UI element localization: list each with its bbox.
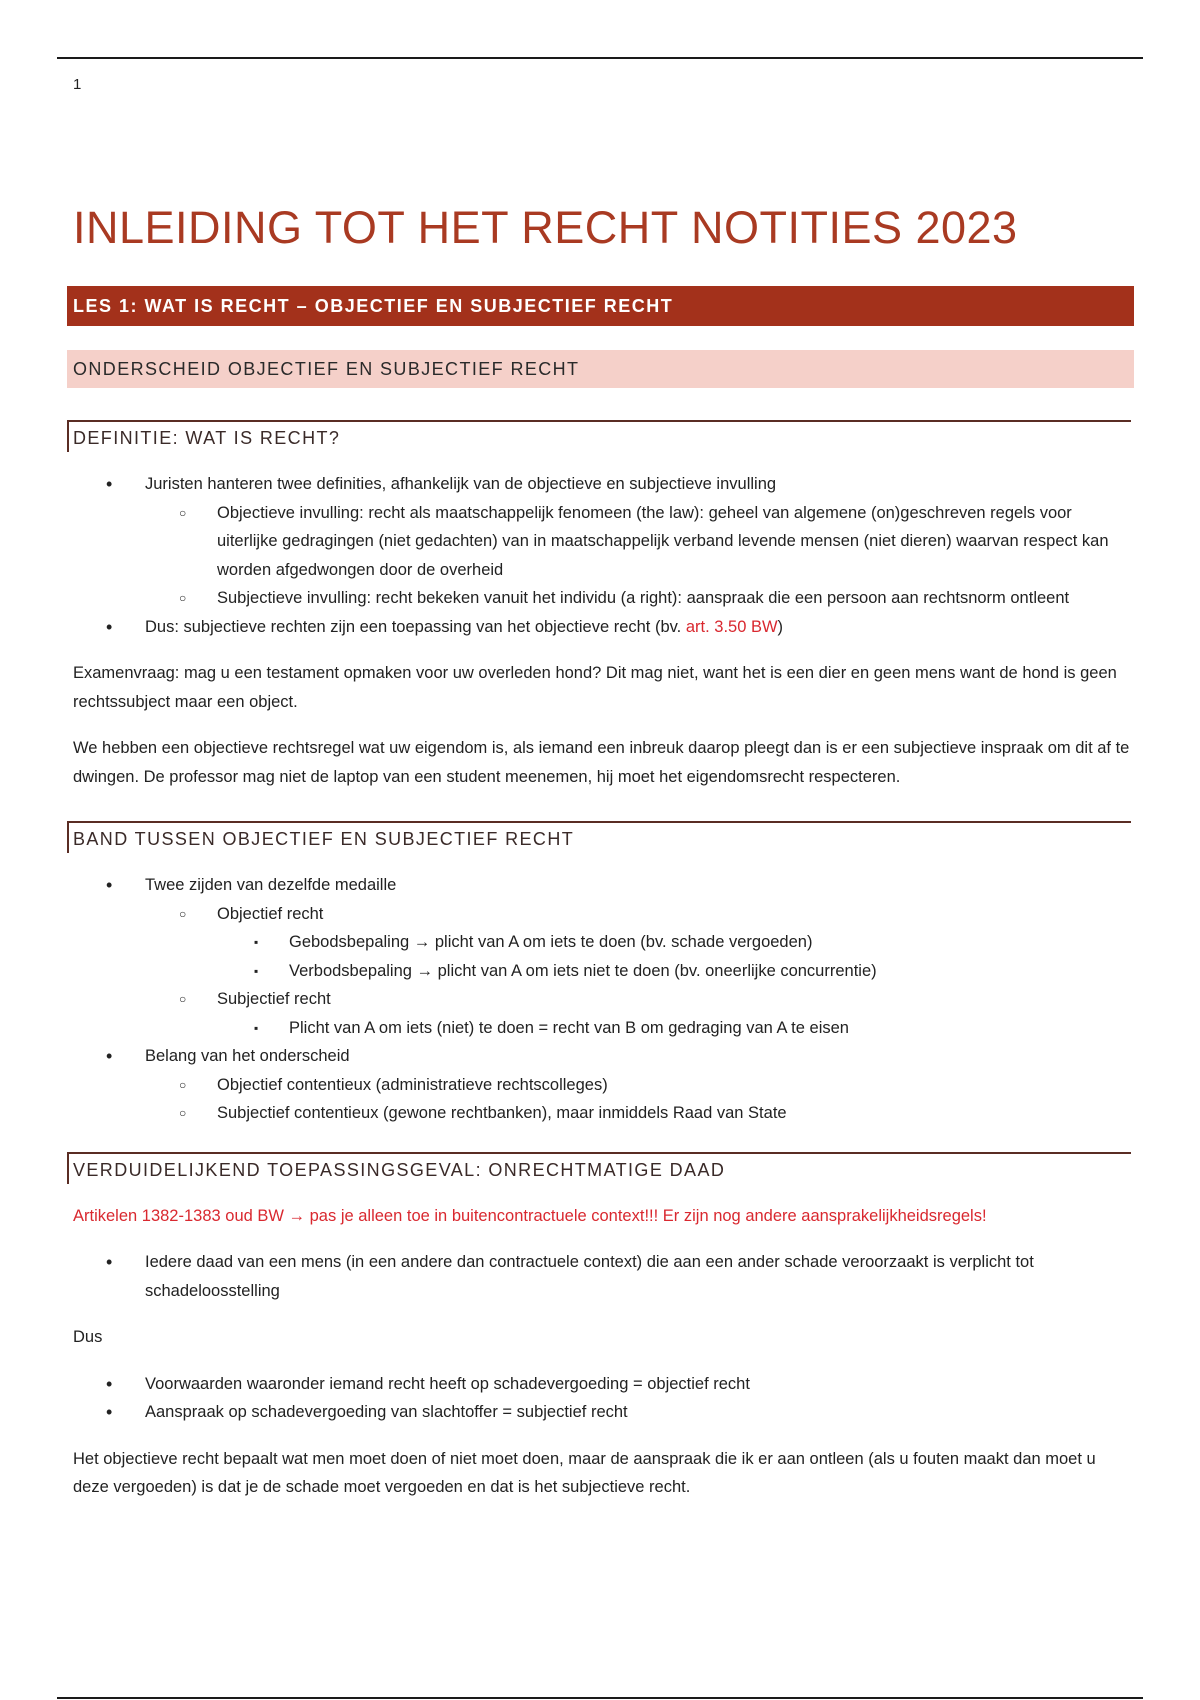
heading-les-1: LES 1: WAT IS RECHT – OBJECTIEF EN SUBJECTIEF RECHT [67,286,1134,326]
header-rule [57,57,1143,59]
list-item-text: ) [777,617,784,636]
list-item: • Aanspraak op schadevergoeding van slachtoffer = subjectief recht [67,1398,1134,1427]
list-item-text: Dus: subjectieve rechten zijn een toepassing van het objectieve recht (bv. [145,617,686,636]
heading-onderscheid: ONDERSCHEID OBJECTIEF EN SUBJECTIEF RECHT [67,350,1134,388]
definitie-list [67,470,1134,641]
list-item: ▪ Gebodsbepaling → plicht van A om iets te doen (bv. schade vergoeden) [67,928,1134,957]
heading-definitie: DEFINITIE: WAT IS RECHT? [67,420,1131,452]
paragraph-examenvraag: Examenvraag: mag u een testament opmaken voor uw overleden hond? Dit mag niet, want het is een dier en geen mens want de hond is geen rechtssubject maar een object. [73,664,1117,711]
list-item: • Belang van het onderscheid [67,1042,1134,1071]
footer-rule [57,1697,1143,1699]
list-item: • Iedere daad van een mens (in een andere dan contractuele context) die aan een ander schade veroorzaakt is verplicht tot schadeloosstelling [67,1248,1134,1305]
list-item: • Juristen hanteren twee definities, afhankelijk van de objectieve en subjectieve invulling [67,470,1134,499]
heading-verduidelijkend: VERDUIDELIJKEND TOEPASSINGSGEVAL: ONRECHTMATIGE DAAD [67,1152,1131,1184]
list-item: ○ Objectief contentieux (administratieve rechtscolleges) [67,1071,1134,1100]
list-item: ○ Objectief recht [67,900,1134,929]
list-item: ○ Subjectief recht [67,985,1134,1014]
document-title: INLEIDING TOT HET RECHT NOTITIES 2023 [73,202,1018,253]
list-item: • Twee zijden van dezelfde medaille [67,871,1134,900]
heading-band: BAND TUSSEN OBJECTIEF EN SUBJECTIEF RECHT [67,821,1131,853]
list-item [67,613,1134,642]
warning-note: Artikelen 1382-1383 oud BW → pas je alleen toe in buitencontractuele context!!! Er zijn nog andere aansprakelijkheidsregels! [73,1206,987,1225]
article-reference-link[interactable]: art. 3.50 BW [685,617,778,636]
list-item: • Voorwaarden waaronder iemand recht heeft op schadevergoeding = objectief recht [67,1370,1134,1399]
list-item: ○ Subjectief contentieux (gewone rechtbanken), maar inmiddels Raad van State [67,1099,1134,1128]
band-list [67,871,1134,1128]
list-item: ○ Objectieve invulling: recht als maatschappelijk fenomeen (the law): geheel van algemene (on)geschreven regels voor uiterlijke gedragingen (niet gedachten) van in maatschappelijk verband levende mensen (niet dieren) waarvan respect kan worden afgedwongen door de overheid [67,499,1134,585]
paragraph-dus: Dus [73,1328,103,1346]
paragraph-conclusie: Het objectieve recht bepaalt wat men moet doen of niet moet doen, maar de aanspraak die ik er aan ontleen (als u fouten maakt dan moet u deze vergoeden) is dat je de schade moet vergoeden en dat is het subjectieve recht. [73,1449,1096,1496]
dus-list [67,1370,1134,1427]
verduidelijkend-list [67,1248,1134,1305]
list-item: ○ Subjectieve invulling: recht bekeken vanuit het individu (a right): aanspraak die een persoon aan rechtsnorm ontleent [67,584,1134,613]
page-number: 1 [73,76,82,93]
document-body [67,198,1134,1502]
list-item: ▪ Plicht van A om iets (niet) te doen = recht van B om gedraging van A te eisen [67,1014,1134,1043]
paragraph-eigendom: We hebben een objectieve rechtsregel wat uw eigendom is, als iemand een inbreuk daarop pleegt dan is er een subjectieve inspraak om dit af te dwingen. De professor mag niet de laptop van een student meenemen, hij moet het eigendomsrecht respecteren. [73,739,1130,786]
list-item: ▪ Verbodsbepaling → plicht van A om iets niet te doen (bv. oneerlijke concurrentie) [67,957,1134,986]
